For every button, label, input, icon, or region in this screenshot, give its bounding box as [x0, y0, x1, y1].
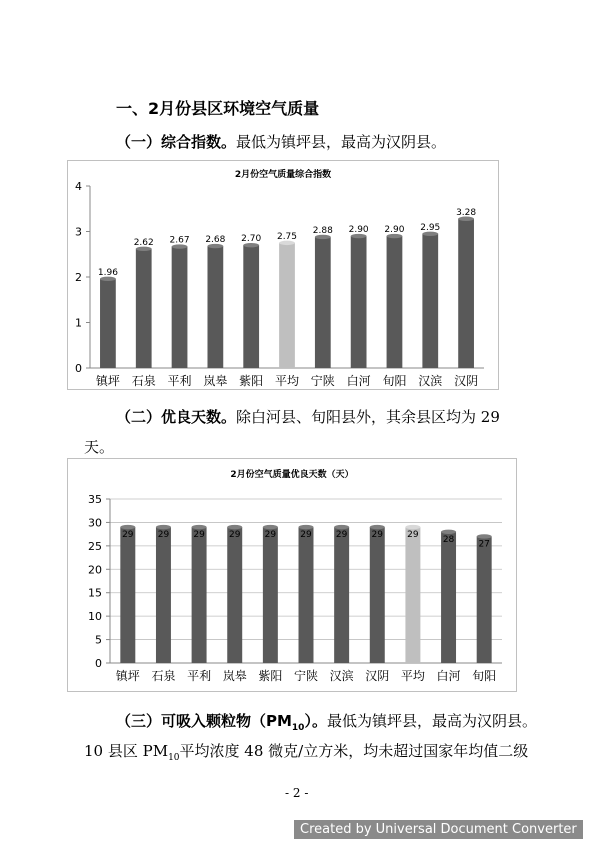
bar-汉阴	[458, 219, 474, 368]
bar-石泉	[136, 249, 152, 368]
y-tick-label: 1	[75, 316, 82, 330]
bar-top	[477, 534, 492, 538]
chart-good-days	[67, 458, 517, 692]
bar-紫阳	[243, 245, 259, 368]
x-tick-label: 石泉	[131, 374, 156, 388]
x-tick-label: 平利	[187, 669, 212, 683]
bar-白河	[351, 236, 367, 368]
x-tick-label: 汉滨	[418, 374, 443, 388]
y-tick-label: 35	[88, 493, 102, 506]
x-tick-label: 白河	[346, 374, 371, 388]
paragraph-composite-index	[116, 131, 446, 152]
paragraph-label: （二）优良天数。	[116, 408, 237, 426]
x-tick-label: 岚皋	[222, 669, 247, 683]
bar-汉滨	[422, 234, 438, 368]
data-label: 29	[300, 530, 312, 541]
bar-top	[192, 525, 207, 529]
x-tick-label: 宁陕	[310, 374, 335, 388]
data-label: 29	[193, 530, 205, 541]
paragraph-good-days	[116, 406, 500, 427]
x-tick-label: 白河	[436, 669, 461, 683]
bar-top	[405, 525, 420, 529]
bar-旬阳	[387, 236, 403, 368]
data-label: 2.75	[276, 231, 298, 242]
data-label: 2.90	[348, 225, 369, 236]
x-tick-label: 汉阴	[454, 374, 479, 388]
data-label: 29	[407, 530, 419, 541]
data-label: 28	[442, 534, 455, 545]
bar-镇坪	[100, 279, 116, 368]
data-label: 2.67	[169, 235, 190, 246]
data-label: 29	[157, 530, 170, 541]
chart-good-days-svg	[68, 459, 516, 691]
bar-平均	[279, 243, 295, 368]
bar-岚皋	[227, 527, 242, 663]
chart-composite-index	[67, 160, 499, 390]
paragraph-text: 最低为镇坪县，最高为汉阴县。	[326, 712, 537, 730]
bar-汉阴	[370, 527, 385, 663]
x-tick-label: 汉滨	[329, 669, 354, 683]
data-label: 2.88	[312, 225, 333, 236]
x-tick-label: 旬阳	[472, 669, 497, 683]
chart-title: 2月份空气质量优良天数（天）	[230, 470, 354, 480]
y-tick-label: 25	[88, 539, 102, 553]
chart-composite-index-svg	[68, 161, 498, 389]
bar-岚皋	[207, 246, 223, 368]
bar-宁陕	[299, 527, 314, 663]
y-tick-label: 2	[75, 271, 82, 284]
bar-石泉	[156, 527, 171, 663]
y-tick-label: 0	[75, 362, 82, 375]
bar-top	[441, 530, 456, 534]
y-tick-label: 20	[88, 563, 102, 577]
bar-top	[120, 525, 135, 529]
x-tick-label: 镇坪	[115, 669, 140, 683]
data-label: 3.28	[456, 207, 477, 218]
bar-top	[227, 525, 242, 529]
paragraph-text: 除白河县、旬阳县外，其余县区均为 29	[236, 408, 500, 426]
data-label: 29	[335, 530, 348, 541]
data-label: 1.96	[97, 267, 118, 278]
y-tick-label: 5	[95, 633, 102, 647]
bar-平利	[172, 247, 188, 368]
paragraph-label: （一）综合指数。	[116, 133, 237, 151]
bar-宁陕	[315, 237, 331, 368]
data-label: 29	[371, 530, 383, 541]
page-number: - 2 -	[285, 786, 309, 800]
x-tick-label: 镇坪	[95, 374, 120, 388]
data-label: 2.95	[420, 222, 441, 233]
data-label: 29	[122, 530, 134, 541]
paragraph-pm10-line2: 10 县区 $PM_{10}$平均浓度 48 微克/立方米，均未超过国家年均值二级	[84, 742, 529, 763]
paragraph-text: 最低为镇坪县，最高为汉阴县。	[236, 133, 447, 151]
data-label: 29	[229, 530, 241, 541]
x-tick-label: 岚皋	[203, 374, 228, 388]
data-label: 2.90	[384, 225, 405, 236]
data-label: 27	[478, 539, 490, 550]
data-label: 2.62	[133, 237, 154, 248]
watermark-banner: Created by Universal Document Converter	[294, 820, 583, 839]
bar-平均	[405, 527, 420, 663]
paragraph-label: （三）可吸入颗粒物$(PM_{10})$。	[116, 712, 327, 733]
bar-top	[370, 525, 385, 529]
x-tick-label: 平均	[274, 374, 300, 388]
paragraph-good-days-line2: 天。	[84, 438, 115, 456]
bar-平利	[192, 527, 207, 663]
section-heading: 一、2月份县区环境空气质量	[116, 99, 320, 118]
bar-top	[263, 525, 278, 529]
y-tick-label: 30	[88, 516, 102, 530]
bar-top	[156, 525, 171, 529]
paragraph-pm10	[116, 710, 537, 733]
x-tick-label: 紫阳	[239, 374, 264, 388]
x-tick-label: 平利	[167, 374, 192, 388]
data-label: 2.68	[205, 235, 226, 246]
bar-汉滨	[334, 527, 349, 663]
x-tick-label: 平均	[400, 669, 425, 683]
bar-旬阳	[477, 536, 492, 663]
bar-top	[334, 525, 349, 529]
y-tick-label: 15	[88, 586, 102, 600]
y-tick-label: 10	[88, 610, 102, 624]
data-label: 2.70	[241, 234, 262, 245]
x-tick-label: 石泉	[151, 669, 176, 683]
y-tick-label: 3	[75, 225, 82, 239]
chart-title: 2月份空气质量综合指数	[234, 170, 332, 180]
bar-紫阳	[263, 527, 278, 663]
x-tick-label: 汉阴	[365, 669, 390, 683]
bar-白河	[441, 532, 456, 663]
x-tick-label: 紫阳	[258, 669, 283, 683]
data-label: 29	[264, 530, 277, 541]
bar-镇坪	[120, 527, 135, 663]
y-tick-label: 0	[95, 657, 102, 670]
x-tick-label: 宁陕	[293, 669, 319, 683]
bar-top	[299, 525, 314, 529]
x-tick-label: 旬阳	[382, 374, 407, 388]
y-tick-label: 4	[75, 180, 82, 193]
